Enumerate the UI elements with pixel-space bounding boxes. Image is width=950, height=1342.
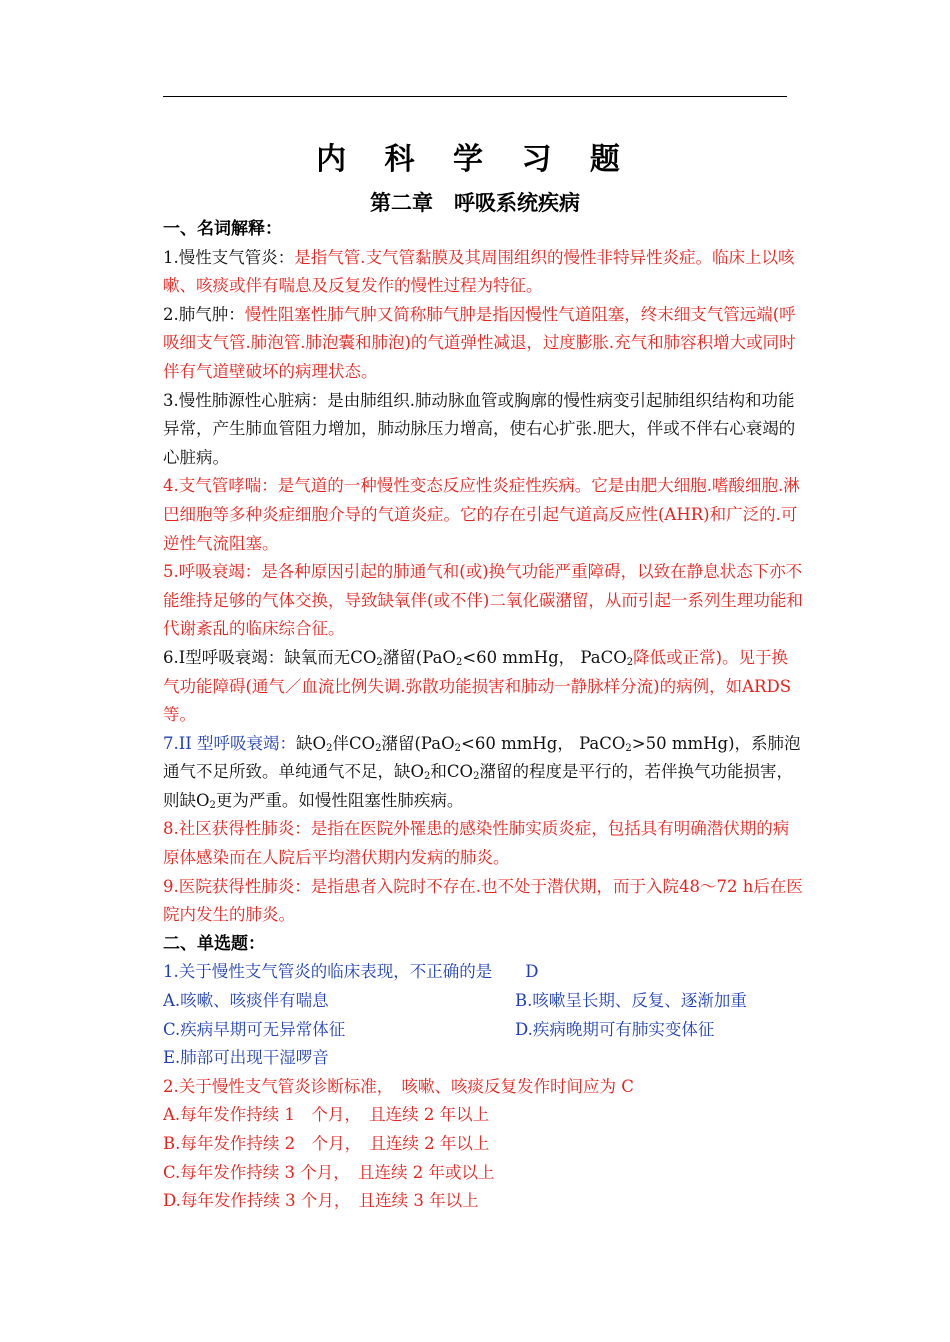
option-b: B.每年发作持续 2 个月， 且连续 2 年以上: [163, 1134, 490, 1153]
question-1: [163, 958, 803, 1072]
term-label: 3.慢性肺源性心脏病：: [163, 390, 328, 410]
question-stem: 2.关于慢性支气管炎诊断标准， 咳嗽、咳痰反复发作时间应为 C: [163, 1076, 634, 1096]
term-text: 是指在医院外罹患的感染性肺实质炎症，包括具有明确潜伏期的病原体感染而在人院后平均潜伏期内发病的肺炎。: [163, 819, 790, 868]
term-label: 5.呼吸衰竭：: [163, 562, 262, 582]
term-text: 是各种原因引起的肺通气和(或)换气功能严重障碍，以致在静息状态下亦不能维持足够的气体交换，导致缺氧伴(或不伴)二氧化碳潴留，从而引起一系列生理功能和代谢紊乱的临床综合征。: [163, 562, 803, 639]
term-6: 6.I型呼吸衰竭：缺氧而无$CO_2$潴留(PaO$_2$<60 mmHg， PaCO$_2$降低或正常)。见于换气功能障碍(通气／血流比例失调.弥散功能损害和肺动一静脉样分流)的病例，如ARDS等。: [163, 647, 791, 725]
chapter-title: 第二章 呼吸系统疾病: [370, 191, 580, 215]
option-d: D.每年发作持续 3 个月， 且连续 3 年以上: [163, 1191, 479, 1211]
section-heading-single-choice: 二、单选题：: [163, 933, 265, 954]
term-5: [163, 558, 803, 644]
term-label: 4.支气管哮喘：: [163, 476, 278, 496]
term-2: [163, 301, 803, 387]
term-label: 2.肺气肿：: [163, 304, 245, 324]
option-c: C.疾病早期可无异常体征: [163, 1019, 346, 1039]
term-text: 慢性阻塞性肺气肿又简称肺气肿是指因慢性气道阻塞，终末细支气管远端(呼吸细支气管.肺泡管.肺泡囊和肺泡)的气道弹性减退，过度膨胀.充气和肺容积增大或同时伴有气道壁破坏的病理状态。: [163, 304, 796, 381]
term-9: [163, 873, 803, 930]
term-3: [163, 387, 803, 473]
term-label: 9.医院获得性肺炎：: [163, 876, 311, 896]
term-8: [163, 815, 803, 872]
document-body: [163, 215, 803, 1216]
term-4: [163, 472, 803, 558]
term-label: 6.I型呼吸衰竭：: [163, 647, 285, 667]
term-text: 是由肺组织.肺动脉血管或胸廓的慢性病变引起肺组织结构和功能异常，产生肺血管阻力增加，肺动脉压力增高，使右心扩张.肥大，伴或不伴右心衰竭的心脏病。: [163, 390, 796, 467]
term-text: 是指气管.支气管黏膜及其周围组织的慢性非特异性炎症。临床上以咳嗽、咳痰或伴有喘息及反复发作的慢性过程为特征。: [163, 247, 795, 296]
question-stem: 1.关于慢性支气管炎的临床表现，不正确的是 D: [163, 962, 539, 982]
option-c: C.每年发作持续 3 个月， 且连续 2 年或以上: [163, 1162, 495, 1182]
question-2: [163, 1073, 803, 1216]
page-title: 内 科 学 习 题: [316, 142, 634, 177]
option-a: A.咳嗽、咳痰伴有喘息: [163, 991, 329, 1011]
option-a: A.每年发作持续 1 个月， 且连续 2 年以上: [163, 1105, 490, 1125]
term-text: 是气道的一种慢性变态反应性炎症性疾病。它是由肥大细胞.嗜酸细胞.淋巴细胞等多种炎症细胞介导的气道炎症。它的存在引起气道高反应性(AHR)和广泛的.可逆性气流阻塞。: [163, 476, 800, 553]
section-heading-terms: 一、名词解释：: [163, 219, 282, 239]
term-text: 是指患者入院时不存在.也不处于潜伏期，而于入院48～72 h后在医院内发生的肺炎。: [163, 876, 803, 925]
term-label: 7.II 型呼吸衰竭：: [163, 733, 297, 753]
option-b: B.咳嗽呈长期、反复、逐渐加重: [515, 991, 747, 1011]
option-d: D.疾病晚期可有肺实变体征: [515, 1019, 715, 1039]
term-label: 8.社区获得性肺炎：: [163, 819, 311, 839]
term-1: [163, 244, 803, 301]
header-rule: [163, 96, 787, 97]
term-7: 7.II 型呼吸衰竭：缺$O_2$伴$CO_2$潴留(PaO$_2$<60 mmHg， PaCO$_2$>50 mmHg)，系肺泡通气不足所致。单纯通气不足，缺$O_2$和$CO_2$潴留的程度是平行的，若伴换气功能损害，则缺$O_2$更为严重。如慢性阻塞性肺疾病。: [163, 733, 801, 811]
option-e: E.肺部可出现干湿啰音: [163, 1048, 329, 1068]
term-label: 1.慢性支气管炎：: [163, 247, 295, 267]
